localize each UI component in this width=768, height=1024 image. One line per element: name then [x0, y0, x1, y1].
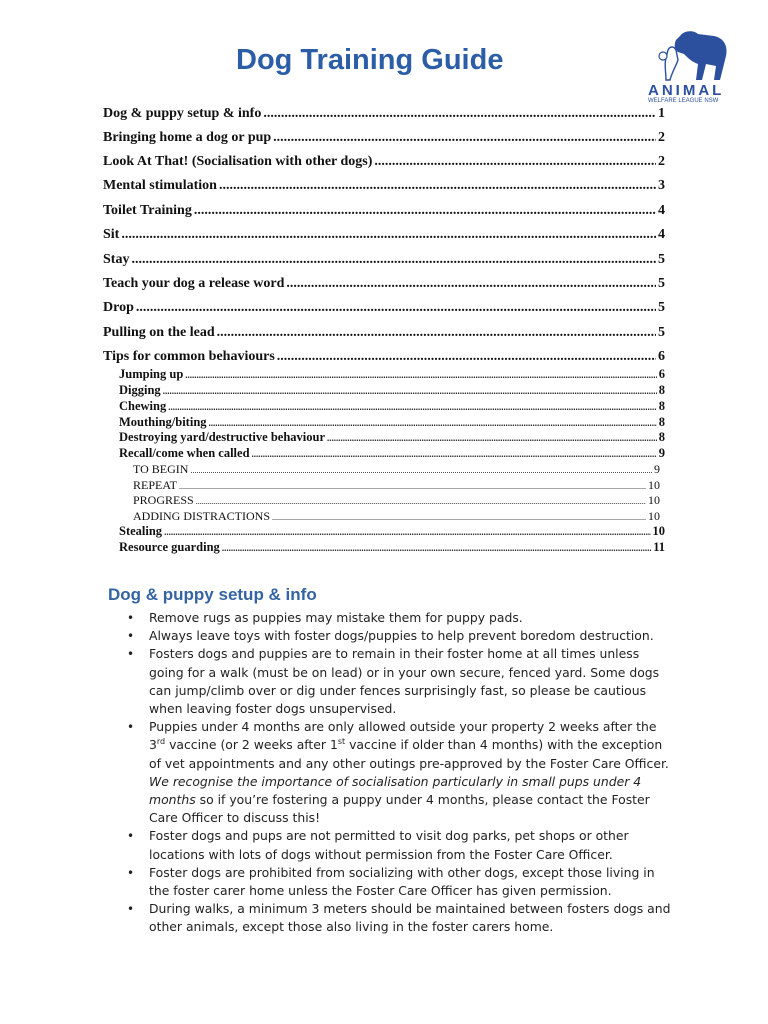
toc-entry-page: 2	[658, 154, 665, 169]
toc-leader	[327, 430, 657, 445]
toc-leader	[185, 367, 656, 382]
toc-subentry[interactable]	[119, 540, 665, 555]
toc-subsubentry[interactable]	[133, 478, 660, 493]
toc-entry-page: 5	[658, 300, 665, 315]
toc-entry[interactable]	[103, 227, 665, 243]
toc-subentry[interactable]	[119, 399, 665, 414]
toc-entry[interactable]	[103, 252, 665, 268]
toc-entry-page: 9	[658, 446, 665, 460]
toc-entry-page: 8	[658, 415, 665, 429]
logo-subtitle: WELFARE LEAGUE NSW	[648, 98, 719, 104]
bullet-icon: •	[127, 902, 135, 917]
toc-entry-page: 3	[658, 178, 665, 193]
toc-entry-page: 2	[658, 130, 665, 145]
toc-entry[interactable]	[103, 276, 665, 292]
list-item	[127, 627, 672, 645]
toc-subentry[interactable]	[119, 524, 665, 539]
toc-subentry[interactable]	[119, 430, 665, 445]
toc-entry-title: Destroying yard/destructive behaviour	[119, 430, 326, 444]
list-item-text: Foster dogs and pups are not permitted to visit dog parks, pet shops or other locations with lots of dogs without permission from the Foster Care Officer.	[149, 828, 629, 862]
toc-subsubentry[interactable]	[133, 462, 660, 477]
toc-entry[interactable]	[103, 178, 665, 194]
superscript: st	[337, 737, 346, 747]
toc-entry-page: 5	[658, 325, 665, 340]
toc-entry[interactable]	[103, 349, 665, 365]
animal-welfare-league-logo	[646, 30, 730, 112]
toc-entry-page: 4	[658, 203, 665, 218]
toc-entry[interactable]	[103, 203, 665, 219]
toc-leader	[131, 252, 656, 268]
toc-leader	[196, 493, 646, 508]
toc-subentry[interactable]	[119, 446, 665, 461]
toc-entry-page: 8	[658, 383, 665, 397]
toc-entry[interactable]	[103, 154, 665, 170]
toc-entry-title: Look At That! (Socialisation with other dogs)	[103, 154, 373, 169]
toc-leader	[217, 325, 656, 341]
toc-entry[interactable]	[103, 325, 665, 341]
toc-entry[interactable]	[103, 130, 665, 146]
bullet-icon: •	[127, 611, 135, 625]
toc-entry-page: 10	[652, 524, 665, 538]
toc-entry-page: 6	[658, 367, 665, 381]
list-item	[127, 827, 672, 863]
dog-silhouette-icon	[654, 30, 730, 84]
list-item-text: Remove rugs as puppies may mistake them for puppy pads.	[149, 610, 523, 625]
toc-entry[interactable]	[103, 300, 665, 316]
toc-subentry[interactable]	[119, 367, 665, 382]
toc-leader	[136, 300, 656, 316]
toc-entry-title: Digging	[119, 383, 161, 397]
bullet-icon: •	[127, 647, 135, 662]
toc-entry-title: Pulling on the lead	[103, 325, 215, 340]
toc-entry-title: Bringing home a dog or pup	[103, 130, 272, 145]
toc-entry-page: 5	[658, 276, 665, 291]
toc-entry-title: Stay	[103, 252, 130, 267]
toc-entry-page: 6	[658, 349, 665, 364]
toc-subentry[interactable]	[119, 415, 665, 430]
toc-leader	[374, 154, 656, 170]
toc-entry-title: Mental stimulation	[103, 178, 217, 193]
toc-subsubentry[interactable]	[133, 493, 660, 508]
toc-entry-page: 10	[648, 509, 660, 523]
text-run: so if you’re fostering a puppy under 4 months, please contact the Foster Care Officer to discuss this!	[149, 792, 650, 826]
toc-subentry[interactable]	[119, 383, 665, 398]
toc-entry-title: Chewing	[119, 399, 167, 413]
toc-leader	[190, 462, 652, 477]
list-item-text: Always leave toys with foster dogs/puppies to help prevent boredom destruction.	[149, 628, 654, 644]
list-item	[127, 645, 672, 718]
toc-leader	[164, 524, 650, 539]
toc-entry-title: REPEAT	[133, 478, 178, 492]
toc-entry-page: 4	[658, 227, 665, 242]
toc-entry-page: 5	[658, 252, 665, 267]
list-item	[127, 900, 672, 936]
list-item-text: Fosters dogs and puppies are to remain in their foster home at all times unless going for a walk (must be on lead) or in your own secure, fenced yard. Some dogs can jump/climb over or dig under fences surprisingly fast, so please be cautious when leaving foster dogs unsupervised.	[149, 646, 660, 717]
list-item	[127, 609, 672, 627]
toc-entry-page: 11	[653, 540, 665, 554]
toc-entry-page: 10	[648, 478, 660, 492]
toc-entry-page: 1	[658, 106, 665, 121]
toc-entry-title: Jumping up	[119, 367, 184, 381]
toc-entry-title: Tips for common behaviours	[103, 349, 275, 364]
toc-leader	[194, 203, 656, 219]
toc-entry-title: PROGRESS	[133, 493, 194, 507]
italic-emphasis: We recognise the importance of socialisation particularly in small pups under 4 months	[149, 773, 642, 808]
toc-entry-page: 10	[648, 493, 660, 507]
toc-entry-title: Stealing	[119, 524, 163, 538]
toc-leader	[179, 478, 646, 493]
list-item-text	[149, 719, 669, 825]
toc-leader	[121, 227, 656, 243]
toc-entry-title: TO BEGIN	[133, 462, 189, 476]
bullet-icon: •	[127, 720, 135, 735]
list-item-text: Foster dogs are prohibited from socializing with other dogs, except those living in the foster carer home unless the Foster Care Officer has given permission.	[149, 864, 655, 899]
toc-entry-title: Resource guarding	[119, 540, 220, 554]
toc-entry-title: ADDING DISTRACTIONS	[133, 509, 270, 523]
toc-leader	[163, 383, 657, 398]
list-item-text: During walks, a minimum 3 meters should be maintained between fosters dogs and other animals, except those also living in the foster carers home.	[149, 901, 671, 935]
toc-entry-page: 8	[658, 399, 665, 413]
toc-entry[interactable]	[103, 106, 665, 122]
toc-entry-title: Recall/come when called	[119, 446, 250, 460]
toc-entry-page: 9	[654, 462, 660, 476]
page-title: Dog Training Guide	[236, 44, 504, 76]
logo-wordmark: ANIMAL	[648, 82, 725, 99]
list-item	[127, 718, 672, 827]
toc-entry-title: Drop	[103, 300, 134, 315]
toc-leader	[168, 399, 657, 414]
toc-leader	[252, 446, 657, 461]
toc-leader	[273, 130, 656, 146]
toc-leader	[286, 276, 656, 292]
toc-subsubentry[interactable]	[133, 509, 660, 524]
toc-leader	[219, 178, 656, 194]
text-run: vaccine (or 2 weeks after 1	[165, 737, 338, 753]
superscript: rd	[156, 737, 166, 747]
bullet-list	[127, 609, 672, 937]
text-run: vaccine if older than 4 months) with the exception of vet appointments and any other outings pre-approved by the Foster Care Officer.	[149, 737, 669, 771]
toc-leader	[222, 540, 651, 555]
toc-entry-title: Mouthing/biting	[119, 415, 207, 429]
section-heading: Dog & puppy setup & info	[108, 585, 317, 604]
toc-entry-title: Dog & puppy setup & info	[103, 106, 262, 121]
toc-leader	[277, 349, 656, 365]
bullet-icon: •	[127, 629, 135, 644]
toc-leader	[209, 415, 657, 430]
toc-entry-title: Teach your dog a release word	[103, 276, 285, 291]
toc-entry-title: Toilet Training	[103, 203, 192, 218]
toc-leader	[263, 106, 656, 122]
toc-leader	[272, 509, 646, 524]
text-run: Puppies under 4 months are only allowed outside your property 2 weeks after the 3	[149, 719, 657, 753]
bullet-icon: •	[127, 829, 135, 844]
toc-entry-title: Sit	[103, 227, 120, 242]
list-item	[127, 864, 672, 900]
bullet-icon: •	[127, 865, 135, 880]
toc-entry-page: 8	[658, 430, 665, 444]
